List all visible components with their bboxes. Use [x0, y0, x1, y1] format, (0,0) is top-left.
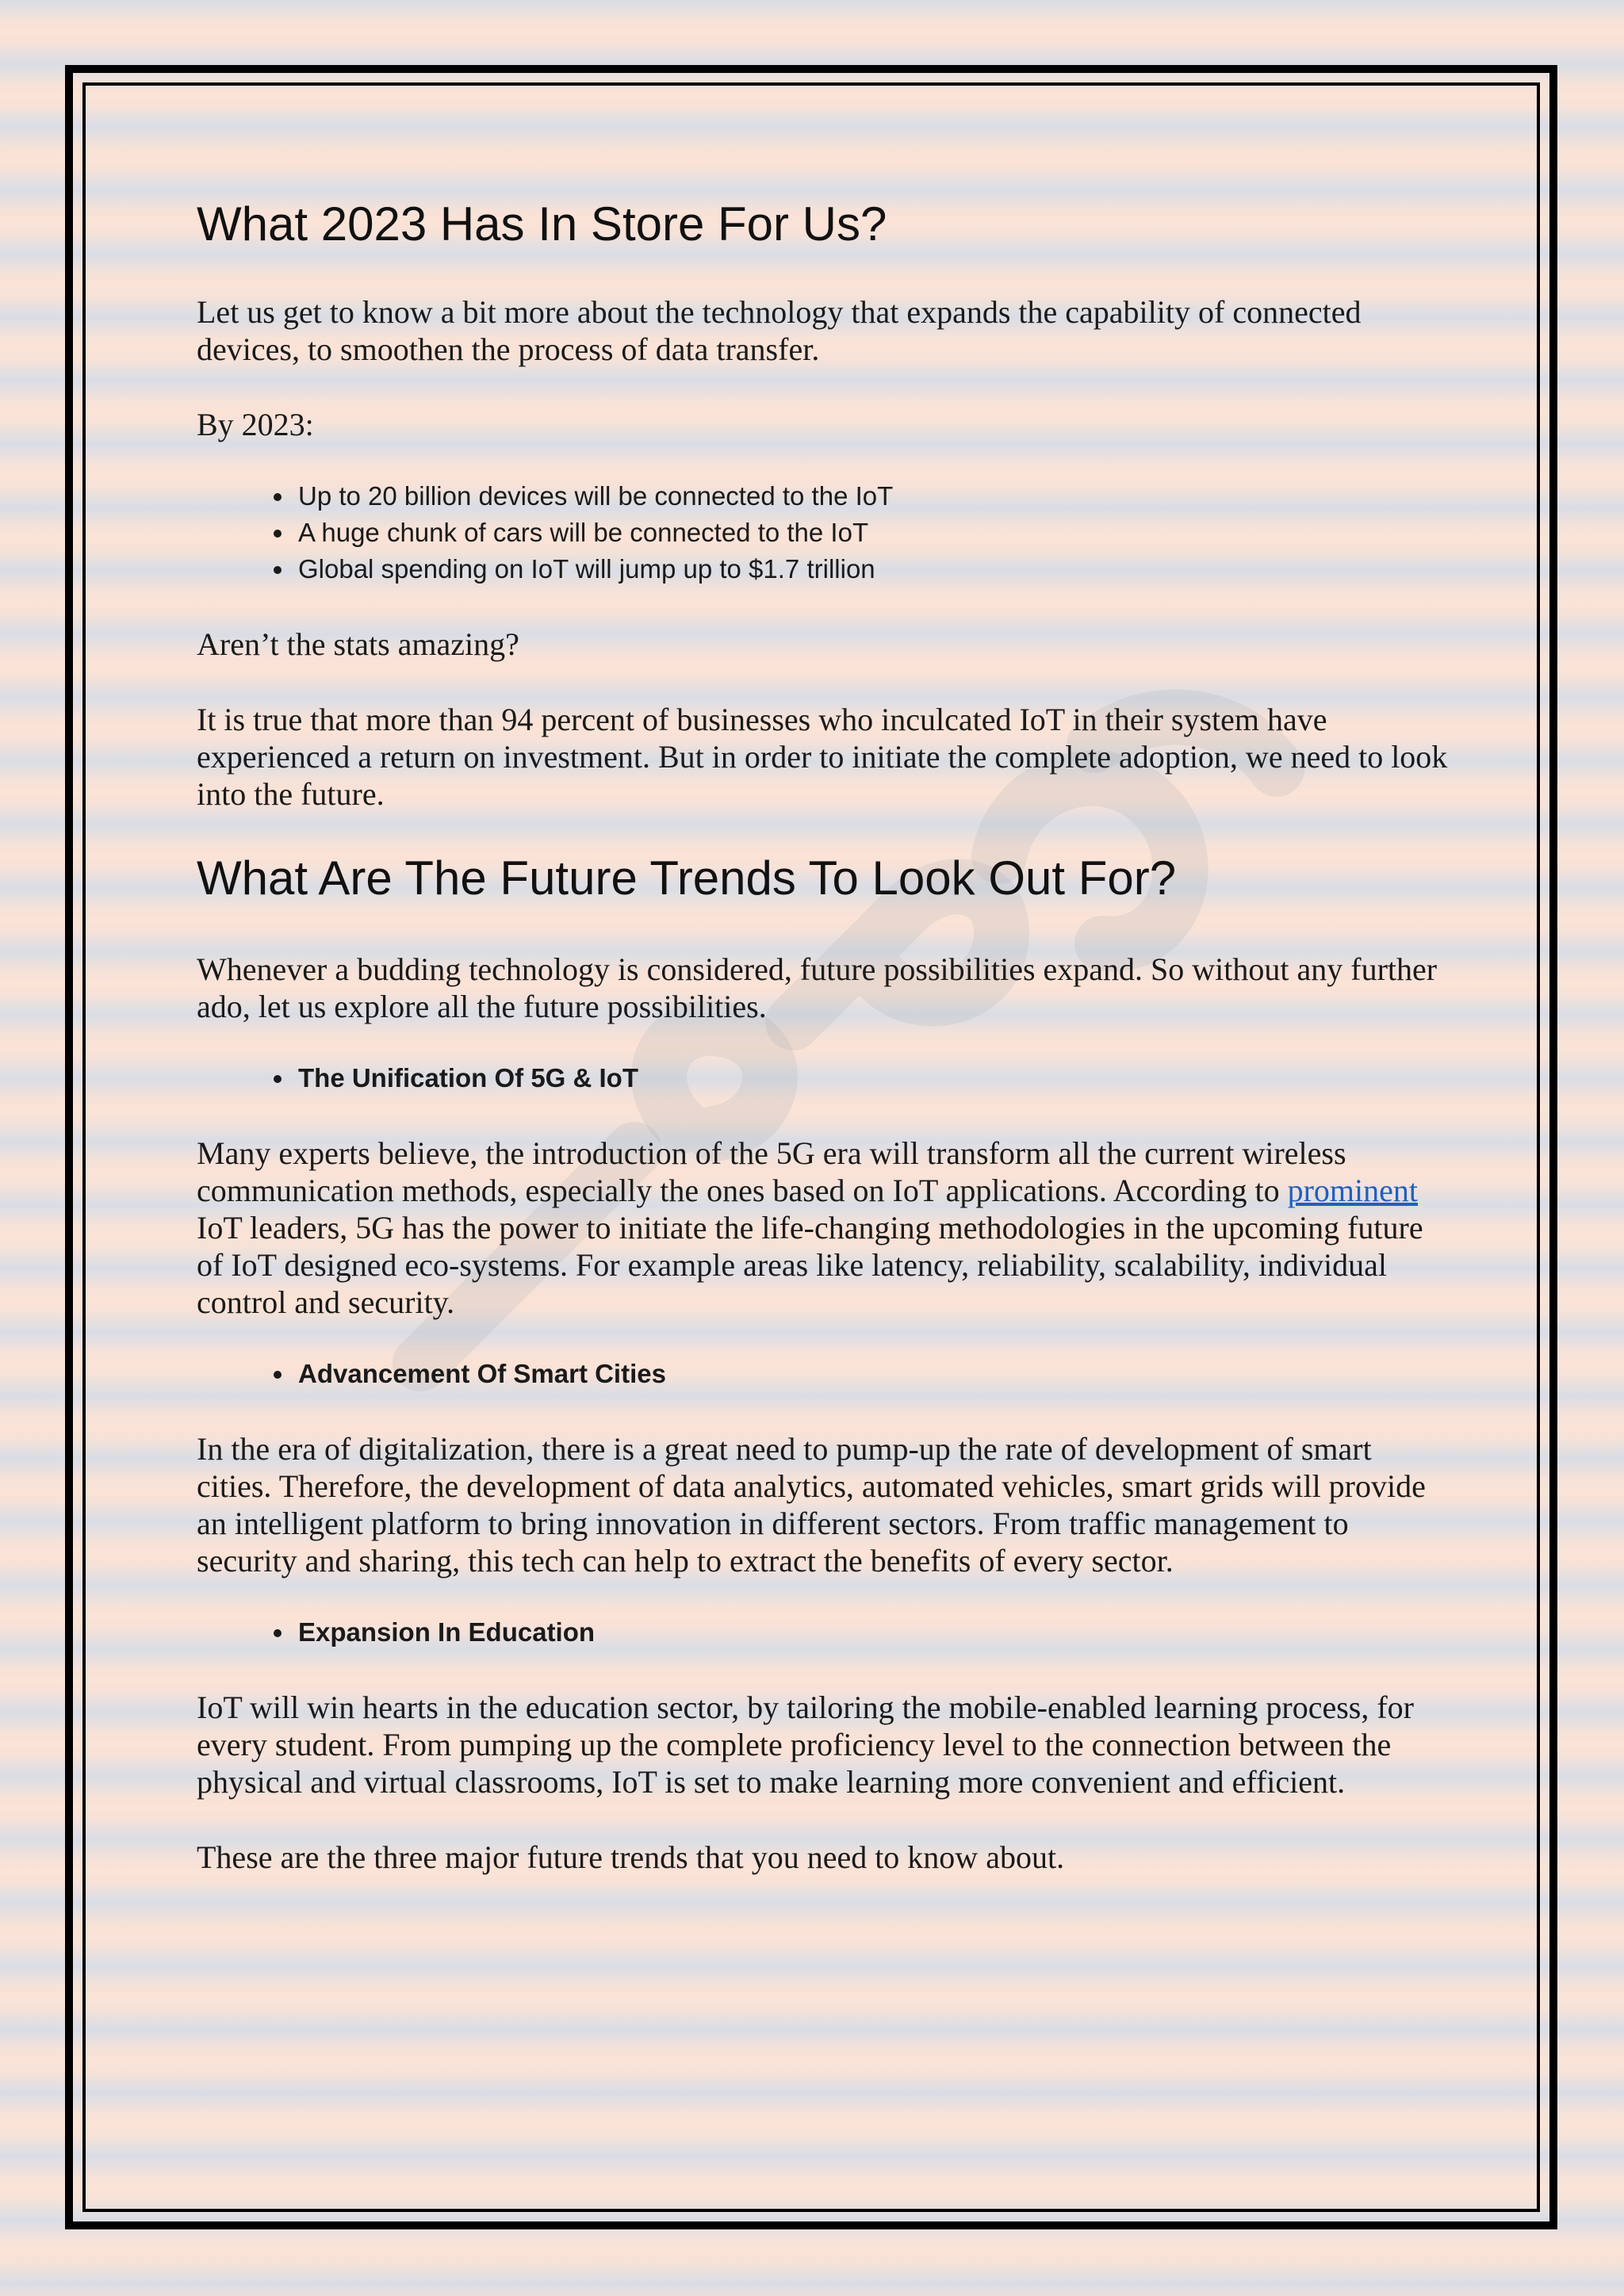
- trend-title-list: [197, 1060, 1450, 1096]
- section-heading-2023: What 2023 Has In Store For Us?: [197, 197, 887, 251]
- trend-title-smart-cities: • Advancement Of Smart Cities: [295, 1356, 1450, 1392]
- intro-paragraph: Let us get to know a bit more about the technology that expands the capability of connected devices, to smoothen the process of data transfer.: [197, 294, 1362, 367]
- document-body: [197, 198, 1450, 1914]
- roi-paragraph: It is true that more than 94 percent of businesses who inculcated IoT in their system have experienced a return on investment. But in order to initiate the complete adoption, we need to look into the future.: [197, 702, 1448, 812]
- stat-item: • Up to 20 billion devices will be connected to the IoT: [295, 478, 1450, 515]
- section-heading-future-trends: What Are The Future Trends To Look Out For?: [197, 851, 1177, 905]
- trend-education-paragraph: IoT will win hearts in the education sector, by tailoring the mobile-enabled learning process, for every student. From pumping up the complete proficiency level to the connection between the physical and virtual classrooms, IoT is set to make learning more convenient and efficient.: [197, 1689, 1414, 1800]
- conclusion-paragraph: These are the three major future trends that you need to know about.: [197, 1839, 1065, 1875]
- stat-item: • A huge chunk of cars will be connected to the IoT: [295, 515, 1450, 551]
- trend-title-list: [197, 1614, 1450, 1651]
- trends-intro-paragraph: Whenever a budding technology is considered, future possibilities expand. So without any further ado, let us explore all the future possibilities.: [197, 951, 1438, 1024]
- trend-5g-text-end: IoT leaders, 5G has the power to initiate the life-changing methodologies in the upcoming future of IoT designed eco-systems. For example areas like latency, reliability, scalability, individual control and security.: [197, 1210, 1423, 1320]
- trend-title-education: • Expansion In Education: [295, 1614, 1450, 1651]
- trend-smart-cities-paragraph: In the era of digitalization, there is a great need to pump-up the rate of development of smart cities. Therefore, the development of data analytics, automated vehicles, smart grids will provide an intelligent platform to bring innovation in different sectors. From traffic management to security and sharing, this tech can help to extract the benefits of every sector.: [197, 1431, 1426, 1578]
- trend-title-list: [197, 1356, 1450, 1392]
- trend-5g-text-start: Many experts believe, the introduction of the 5G era will transform all the current wireless communication methods, especially the ones based on IoT applications. According to: [197, 1135, 1346, 1208]
- stats-list: [197, 478, 1450, 587]
- trend-5g-paragraph: [197, 1135, 1450, 1321]
- stats-question: Aren’t the stats amazing?: [197, 626, 519, 662]
- stat-item: • Global spending on IoT will jump up to $1.7 trillion: [295, 551, 1450, 587]
- prominent-link[interactable]: prominent: [1287, 1173, 1419, 1208]
- by-2023-label: By 2023:: [197, 407, 314, 442]
- trend-title-5g: • The Unification Of 5G & IoT: [295, 1060, 1450, 1096]
